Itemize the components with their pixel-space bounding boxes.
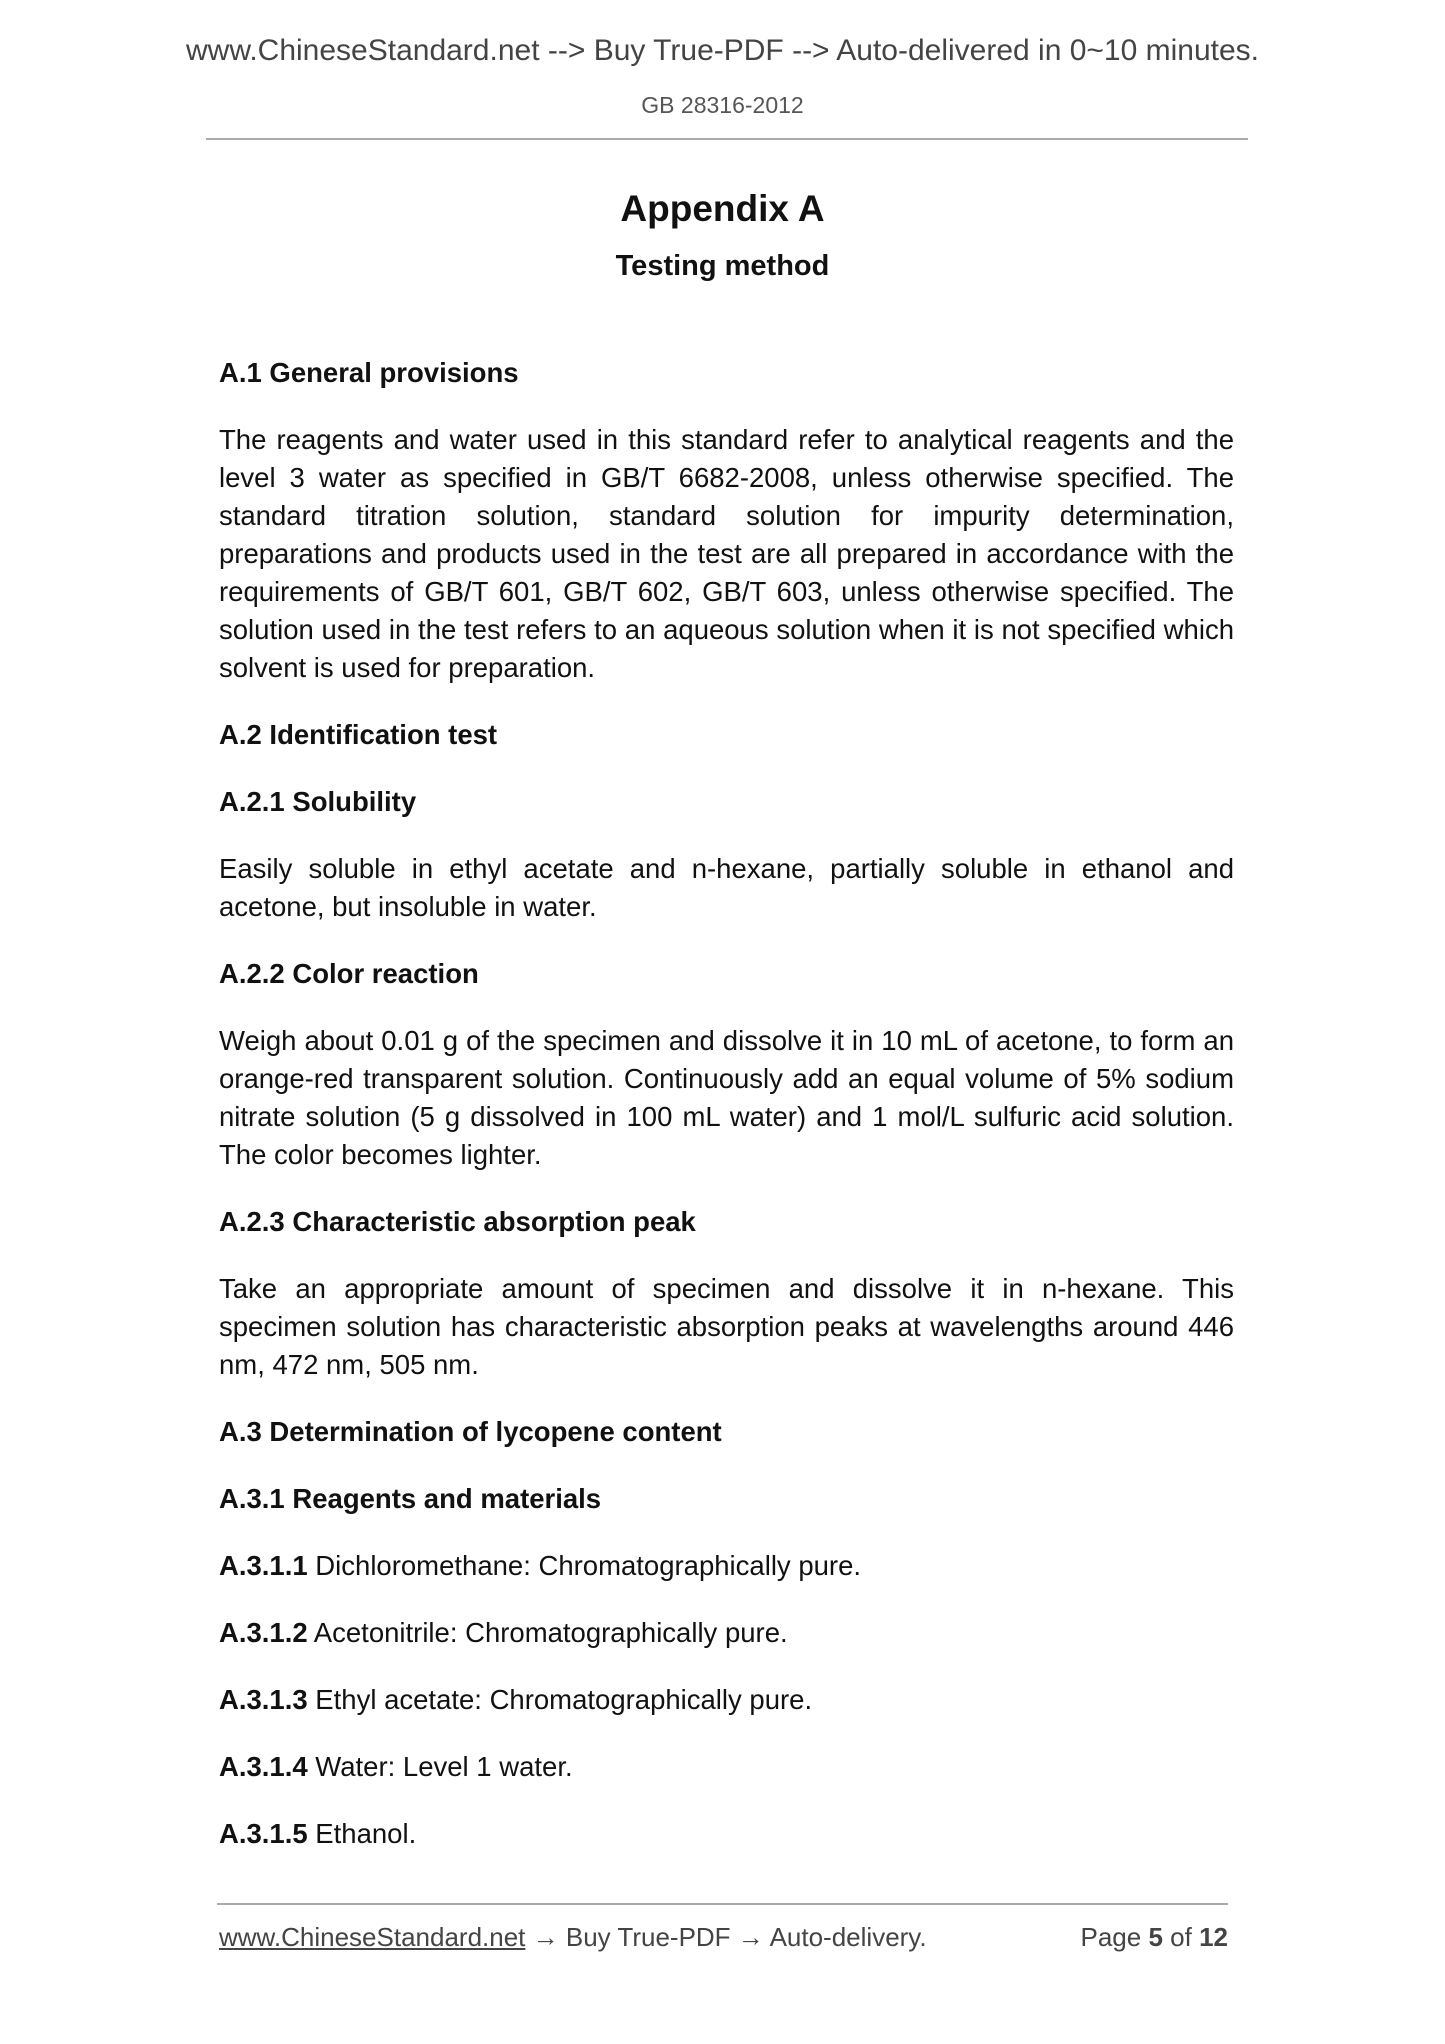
- appendix-title: Appendix A: [620, 188, 825, 229]
- item-text: Ethyl acetate: Chromatographically pure.: [307, 1684, 813, 1715]
- header-banner: www.ChineseStandard.net --> Buy True-PDF --> Auto-delivered in 0~10 minutes.: [185, 34, 1260, 67]
- paragraph: Easily soluble in ethyl acetate and n-hexane, partially soluble in ethanol and acetone, but insoluble in water.: [219, 853, 1234, 922]
- appendix-subtitle: Testing method: [615, 250, 830, 282]
- item-number: A.3.1.4: [219, 1751, 308, 1782]
- section-heading: A.2 Identification test: [219, 719, 498, 750]
- item-number: A.3.1.1: [219, 1550, 308, 1581]
- page-total: 12: [1199, 1922, 1228, 1952]
- section-heading: A.2.3 Characteristic absorption peak: [219, 1206, 696, 1237]
- list-item: [219, 1547, 1234, 1585]
- section-heading: A.2.2 Color reaction: [219, 958, 479, 989]
- paragraph: The reagents and water used in this standard refer to analytical reagents and the level 3 water as specified in GB/T 6682-2008, unless otherwise specified. The standard titration solution, standard solution for impurity determination, preparations and products used in the test are all prepared in accordance with the requirements of GB/T 601, GB/T 602, GB/T 603, unless otherwise specified. The solution used in the test refers to an aqueous solution when it is not specified which solvent is used for preparation.: [219, 424, 1234, 683]
- document-body: [219, 354, 1234, 1882]
- item-text: Acetonitrile: Chromatographically pure.: [307, 1617, 788, 1648]
- list-item: [219, 1614, 1234, 1652]
- header-divider: [206, 138, 1248, 140]
- page-indicator: [1080, 1922, 1228, 1953]
- list-item: [219, 1815, 1234, 1853]
- item-number: A.3.1.3: [219, 1684, 308, 1715]
- item-text: Ethanol.: [307, 1818, 417, 1849]
- item-text: Dichloromethane: Chromatographically pure.: [307, 1550, 862, 1581]
- section-heading: A.3 Determination of lycopene content: [219, 1416, 722, 1447]
- list-item: [219, 1681, 1234, 1719]
- section-heading: A.2.1 Solubility: [219, 786, 417, 817]
- paragraph: Weigh about 0.01 g of the specimen and dissolve it in 10 mL of acetone, to form an orange-red transparent solution. Continuously add an equal volume of 5% sodium nitrate solution (5 g dissolved in 100 mL water) and 1 mol/L sulfuric acid solution. The color becomes lighter.: [219, 1025, 1234, 1170]
- page-label: Page: [1080, 1922, 1142, 1952]
- section-heading: A.3.1 Reagents and materials: [219, 1483, 602, 1514]
- page-number: 5: [1148, 1922, 1163, 1952]
- paragraph: Take an appropriate amount of specimen and dissolve it in n-hexane. This specimen solution has characteristic absorption peaks at wavelengths around 446 nm, 472 nm, 505 nm.: [219, 1273, 1234, 1380]
- item-number: A.3.1.5: [219, 1818, 308, 1849]
- footer-link[interactable]: www.ChineseStandard.net: [219, 1922, 526, 1952]
- list-item: [219, 1748, 1234, 1786]
- of-label: of: [1170, 1922, 1192, 1952]
- section-heading: A.1 General provisions: [219, 357, 519, 388]
- document-id: GB 28316-2012: [641, 92, 804, 118]
- item-text: Water: Level 1 water.: [307, 1751, 573, 1782]
- item-number: A.3.1.2: [219, 1617, 308, 1648]
- footer-divider: [217, 1903, 1228, 1905]
- footer-text: → Buy True-PDF → Auto-delivery.: [525, 1922, 927, 1952]
- footer: [219, 1922, 1228, 1953]
